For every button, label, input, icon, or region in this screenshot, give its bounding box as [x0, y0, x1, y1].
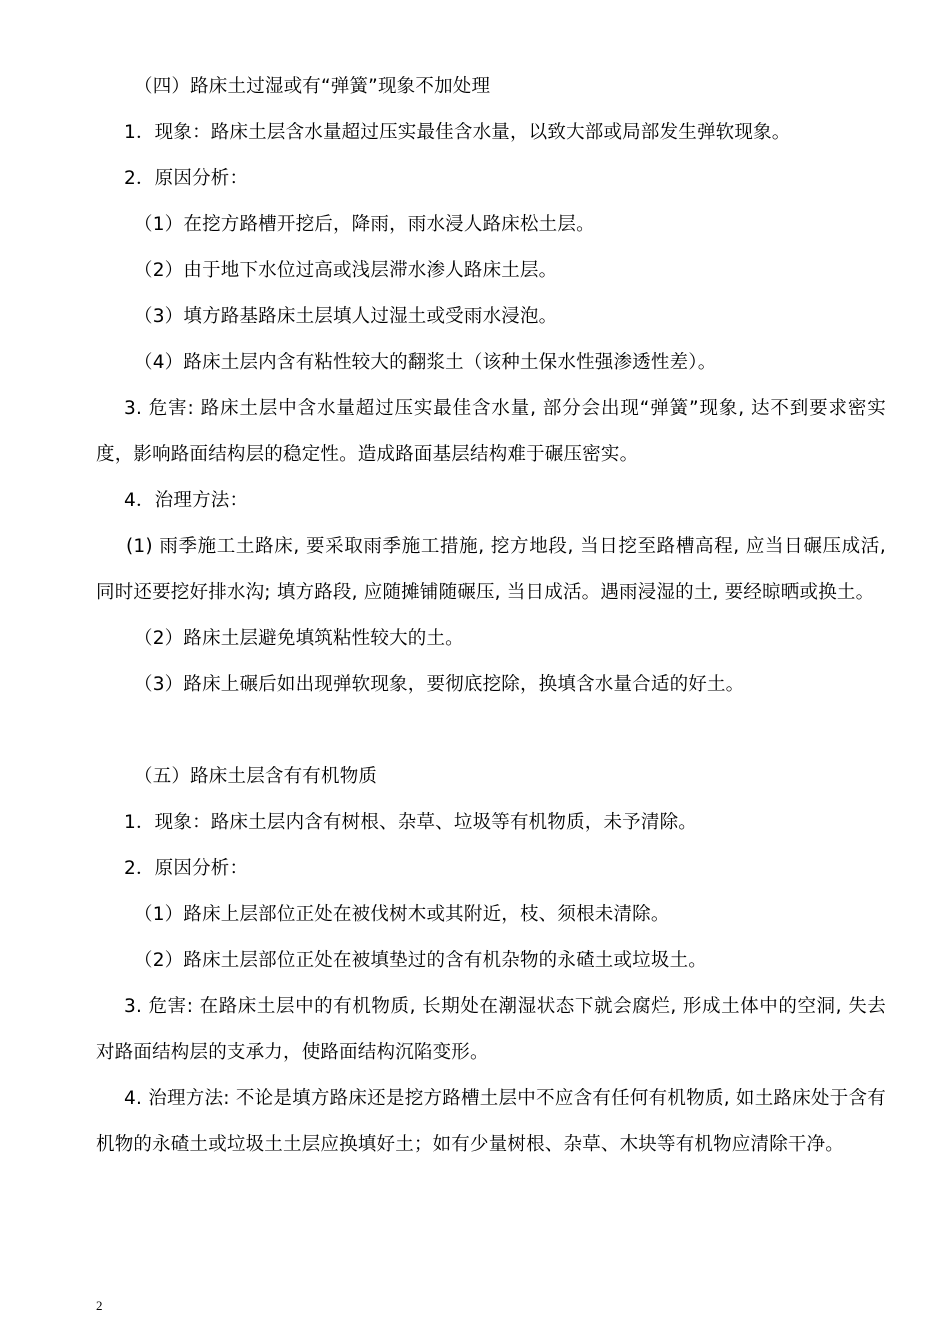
- section-4-treatment-1: (1) 雨季施工土路床, 要采取雨季施工措施, 挖方地段, 当日挖至路槽高程, 应当日碾压成活,同时还要挖好排水沟; 填方路段, 应随摊铺随碾压, 当日成活。遇雨浸湿的土, 要经晾晒或换土。: [96, 536, 886, 603]
- section-5-title: （五）路床土层含有有机物质: [134, 766, 378, 787]
- section-4-treatment-2: （2）路床土层避免填筑粘性较大的土。: [134, 628, 464, 649]
- page-number: 2: [96, 1298, 103, 1313]
- section-4-treatment-heading: 4．治理方法：: [124, 490, 249, 511]
- section-4-cause-1: （1）在挖方路槽开挖后，降雨，雨水浸人路床松土层。: [134, 214, 595, 235]
- section-4-treatment-3: （3）路床上碾后如出现弹软现象，要彻底挖除，换填含水量合适的好土。: [134, 674, 745, 695]
- section-4-cause-3: （3）填方路基路床土层填人过湿土或受雨水浸泡。: [134, 306, 558, 327]
- section-4-title: （四）路床土过湿或有“弹簧”现象不加处理: [134, 76, 491, 97]
- section-5-treatment: 4. 治理方法: 不论是填方路床还是挖方路槽土层中不应含有任何有机物质, 如土路床处于含有机物的永碴土或垃圾土土层应换填好土；如有少量树根、杂草、木块等有机物应清除干净。: [96, 1088, 886, 1155]
- section-5-phenomenon: 1．现象：路床土层内含有树根、杂草、垃圾等有机物质，未予清除。: [124, 812, 697, 833]
- section-4-cause-4: （4）路床土层内含有粘性较大的翻浆土（该种土保水性强渗透性差）。: [134, 352, 717, 373]
- section-5-cause-1: （1）路床上层部位正处在被伐树木或其附近，枝、须根未清除。: [134, 904, 670, 925]
- section-4-cause-2: （2）由于地下水位过高或浅层滞水渗人路床土层。: [134, 260, 558, 281]
- section-4-phenomenon: 1．现象：路床土层含水量超过压实最佳含水量，以致大部或局部发生弹软现象。: [124, 122, 791, 143]
- section-4-cause-heading: 2．原因分析：: [124, 168, 249, 189]
- section-5-harm: 3. 危害: 在路床土层中的有机物质, 长期处在潮湿状态下就会腐烂, 形成土体中的空洞, 失去对路面结构层的支承力，使路面结构沉陷变形。: [96, 996, 886, 1063]
- section-5-cause-heading: 2．原因分析：: [124, 858, 249, 879]
- section-5-cause-2: （2）路床土层部位正处在被填垫过的含有机杂物的永碴土或垃圾土。: [134, 950, 707, 971]
- section-4-harm: 3. 危害: 路床土层中含水量超过压实最佳含水量, 部分会出现“弹簧”现象, 达不到要求密实度，影响路面结构层的稳定性。造成路面基层结构难于碾压密实。: [96, 398, 886, 465]
